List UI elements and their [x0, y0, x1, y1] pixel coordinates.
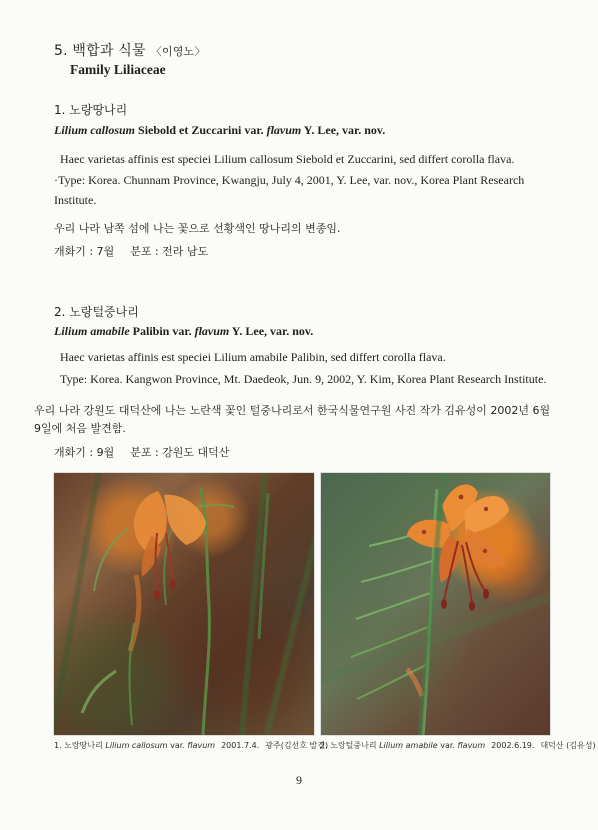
left-photo — [53, 472, 315, 736]
left-caption-scientific: Lilium callosum — [105, 741, 168, 750]
species1-korean-description: 우리 나라 남쪽 섬에 나는 꽃으로 선황색인 땅나리의 변종임. — [54, 222, 341, 235]
family-name: Family Liliaceae — [70, 62, 166, 77]
page-number: 9 — [296, 773, 302, 787]
species2-bloom: 개화기 : 9월 — [54, 446, 115, 459]
left-caption-mid: var. — [167, 741, 188, 750]
species2-scientific-name — [54, 324, 313, 339]
species1-type-line: ·Type: Korea. Chunnam Province, Kwangju, July 4, 2001, Y. Lee, var. nov., Korea Plant Research Institute. — [54, 173, 525, 207]
right-caption — [320, 741, 596, 751]
species2-latin-description: Haec varietas affinis est speciei Lilium amabile Palibin, sed differt corolla flava. — [60, 350, 446, 364]
species2-scientific-suffix: Y. Lee, var. nov. — [229, 324, 314, 338]
left-caption-var: flavum — [187, 741, 216, 750]
section-title-text: 5. 백합과 식물 — [54, 43, 146, 59]
species1-meta — [54, 243, 208, 259]
right-caption-date: 2002.6.19. — [491, 741, 535, 750]
species1-scientific-var: flavum — [266, 123, 302, 137]
species2-korean-description: 우리 나라 강원도 대덕산에 나는 노란색 꽃인 털중나리로서 한국식물연구원 사진 작가 김유성이 2002년 6월 9일에 처음 발견함. — [34, 404, 551, 435]
species1-bloom: 개화기 : 7월 — [54, 245, 115, 258]
species1-latin-description: Haec varietas affinis est speciei Lilium callosum Siebold et Zuccarini, sed differt corolla flava. — [60, 152, 515, 166]
section-author: 〈이영노〉 — [150, 45, 206, 58]
species1-distribution: 분포 : 전라 남도 — [130, 245, 209, 258]
section-title — [54, 40, 206, 60]
right-caption-prefix: 2. 노랑털중나리 — [320, 741, 377, 750]
left-caption-prefix: 1. 노랑땅나리 — [54, 741, 103, 750]
left-lily-illustration — [54, 473, 315, 736]
species2-scientific-mid: Palibin var. — [129, 324, 195, 338]
right-caption-var: flavum — [457, 741, 486, 750]
left-caption-date: 2001.7.4. — [221, 741, 260, 750]
left-caption-location: 광주(김선호 발견) — [265, 741, 329, 750]
species2-scientific-var: flavum — [194, 324, 230, 338]
right-caption-mid: var. — [437, 741, 458, 750]
left-caption — [54, 741, 328, 751]
species2-type-line: Type: Korea. Kangwon Province, Mt. Daedeok, Jun. 9, 2002, Y. Kim, Korea Plant Research Institute. — [60, 372, 547, 386]
species2-heading: 2. 노랑털중나리 — [54, 305, 139, 319]
species1-scientific-suffix: Y. Lee, var. nov. — [301, 123, 386, 137]
species1-scientific-prefix: Lilium callosum — [54, 123, 136, 137]
species1-scientific-mid: Siebold et Zuccarini var. — [135, 123, 267, 137]
right-photo — [320, 472, 551, 736]
right-lily-illustration — [321, 473, 551, 736]
species1-heading: 1. 노랑땅나리 — [54, 103, 128, 117]
species2-scientific-prefix: Lilium amabile — [54, 324, 130, 338]
right-caption-location: 대덕산 (김유성) — [540, 741, 596, 750]
species2-meta — [54, 444, 229, 460]
species2-distribution: 분포 : 강원도 대덕산 — [130, 446, 230, 459]
species1-scientific-name — [54, 123, 385, 138]
right-caption-scientific: Lilium amabile — [379, 741, 438, 750]
